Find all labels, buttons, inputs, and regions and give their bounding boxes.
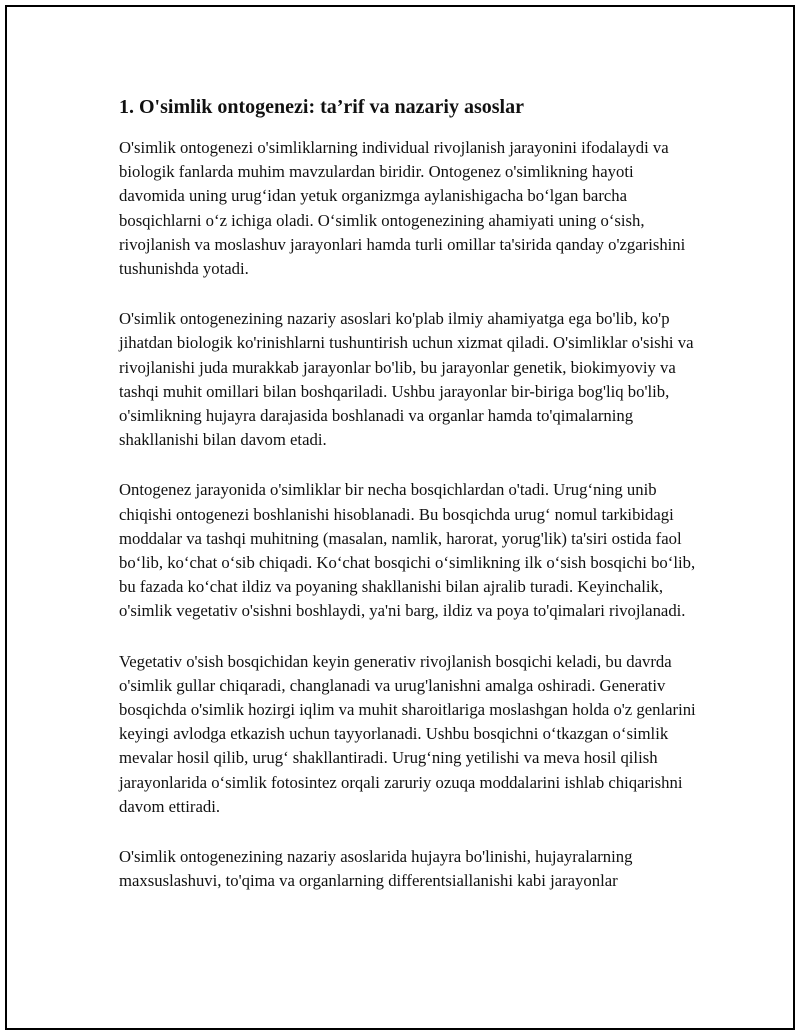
paragraph-3: Ontogenez jarayonida o'simliklar bir necha bosqichlardan o'tadi. Urug‘ning unib chiqishi ontogenezi boshlanishi hisoblanadi. Bu bosqichda urug‘ nomul tarkibidagi moddalar va tashqi muhitning (masalan, namlik, harorat, yorug'lik) ta'siri ostida faol bo‘lib, ko‘chat o‘sib chiqadi. Ko‘chat bosqichi o‘simlikning ilk o‘sish bosqichi bo‘lib, bu fazada ko‘chat ildiz va poyaning shakllanishi bilan ajralib turadi. Keyinchalik, o'simlik vegetativ o'sishni boshlaydi, ya'ni barg, ildiz va poya to'qimalari rivojlanadi.: [119, 480, 696, 621]
paragraph-2: O'simlik ontogenezining nazariy asoslari ko'plab ilmiy ahamiyatga ega bo'lib, ko'p jihatdan biologik ko'rinishlarni tushuntirish uchun xizmat qiladi. O'simliklar o'sishi va rivojlanishi juda murakkab jarayonlar bo'lib, bu jarayonlar genetik, biokimyoviy va tashqi muhit omillari bilan boshqariladi. Ushbu jarayonlar bir-biriga bog'liq bo'lib, o'simlikning hujayra darajasida boshlanadi va organlar hamda to'qimalarning shakllanishi bilan davom etadi.: [119, 309, 694, 450]
paragraph-4: Vegetativ o'sish bosqichidan keyin generativ rivojlanish bosqichi keladi, bu davrda o'simlik gullar chiqaradi, changlanadi va urug'lanishni amalga oshiradi. Generativ bosqichda o'simlik hozirgi iqlim va muhit sharoitlariga moslashgan holda o'z genlarini keyingi avlodga etkazish uchun tayyorlanadi. Ushbu bosqichni o‘tkazgan o‘simlik mevalar hosil qilib, urug‘ shakllantiradi. Urug‘ning yetilishi va meva hosil qilish jarayonlarida o‘simlik fotosintez orqali zaruriy ozuqa moddalarini ishlab chiqarishni davom ettiradi.: [119, 651, 696, 816]
document-content: [119, 92, 699, 919]
paragraph-1: O'simlik ontogenezi o'simliklarning individual rivojlanish jarayonini ifodalaydi va biologik fanlarda muhim mavzulardan biridir. Ontogenez o'simlikning hayoti davomida uning urug‘idan yetuk organizmga aylanishigacha bo‘lgan barcha bosqichlarni o‘z ichiga oladi. O‘simlik ontogenezining ahamiyati uning o‘sish, rivojlanish va moslashuv jarayonlari hamda turli omillar ta'sirida qanday o'zgarishini tushunishda yotadi.: [119, 138, 686, 279]
document-page: [5, 5, 795, 1030]
paragraph-5: O'simlik ontogenezining nazariy asoslarida hujayra bo'linishi, hujayralarning maxsuslashuvi, to'qima va organlarning differentsiallanishi kabi jarayonlar: [119, 847, 633, 891]
section-heading: 1. O'simlik ontogenezi: ta’rif va nazariy asoslar: [119, 96, 524, 118]
